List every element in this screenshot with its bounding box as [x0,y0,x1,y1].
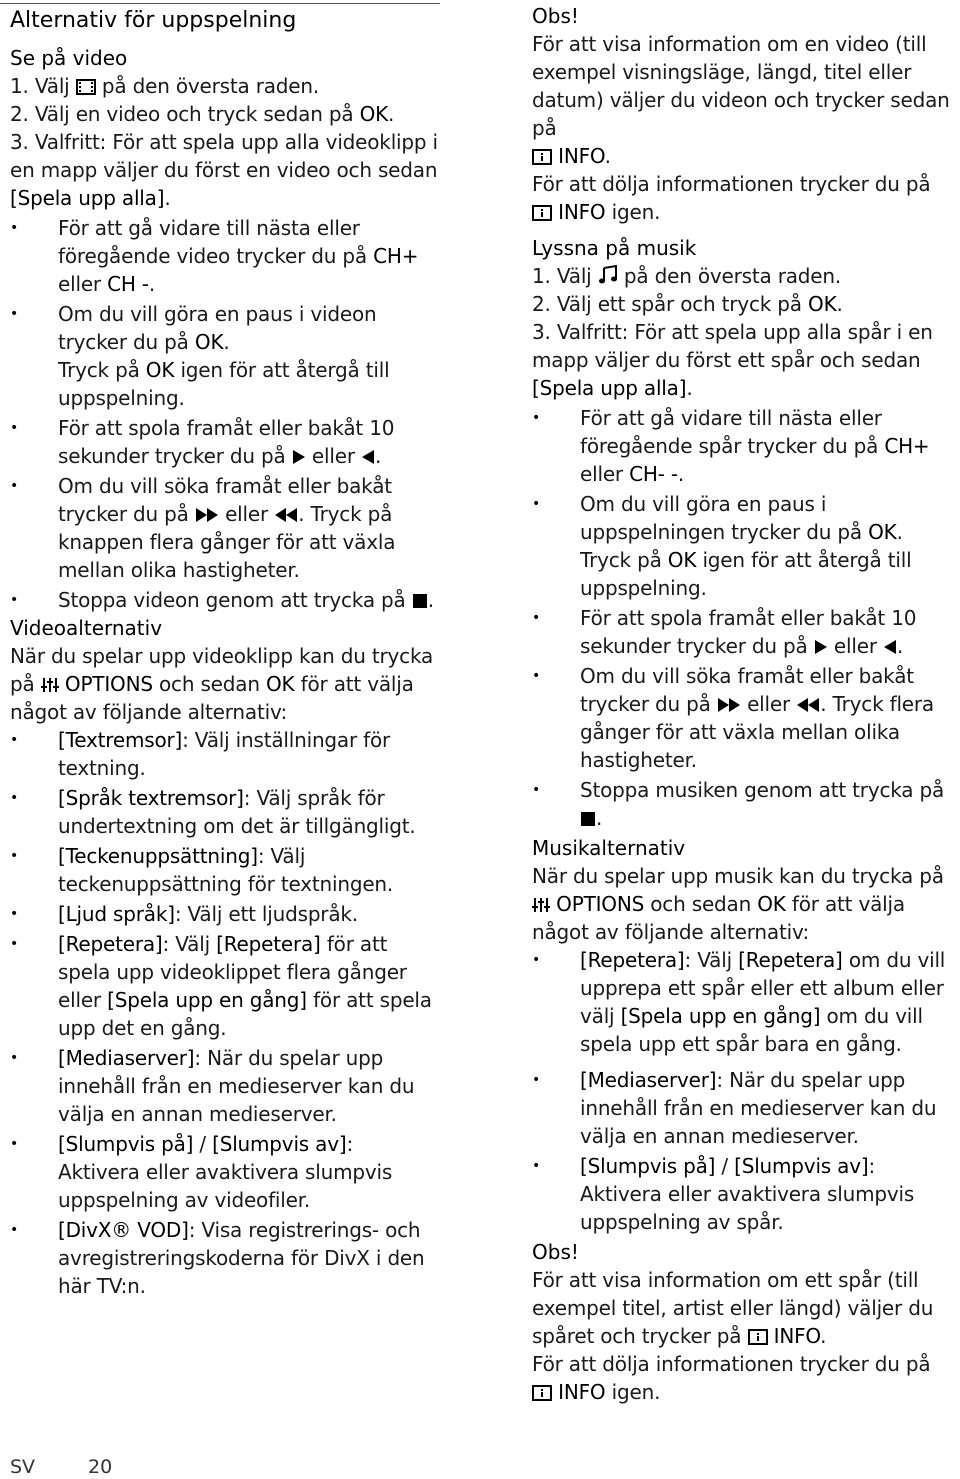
list-item: • [Textremsor]: Välj inställningar för textning. [10,726,440,782]
list-item: • [Slumpvis på] / [Slumpvis av]: Aktivera eller avaktivera slumpvis uppspelning av spår. [532,1152,958,1236]
footer-page-number: 20 [88,1456,113,1478]
list-item: • För att spola framåt eller bakåt 10 sekunder trycker du på eller . [10,414,440,470]
list-item: • Om du vill göra en paus i uppspelningen trycker du på OK. Tryck på OK igen för att återgå till uppspelning. [532,490,958,602]
play-icon [292,449,306,465]
list-item: • Om du vill söka framåt eller bakåt trycker du på eller . Tryck på knappen flera gånger för att växla mellan olika hastigheter. [10,472,440,584]
list-item: • [DivX® VOD]: Visa registrerings- och avregistreringskoderna för DivX i den här TV:n. [10,1216,440,1300]
options-icon [532,897,550,913]
music-step-1: 1. Välj på den översta raden. [532,264,842,288]
list-item: • Stoppa musiken genom att trycka på . [532,776,958,832]
video-step-1: 1. Välj på den översta raden. [10,74,320,98]
music-heading: Lyssna på musik [532,236,697,260]
stop-icon [580,811,596,827]
video-options-heading: Videoalternativ [10,616,163,640]
list-item: • Stoppa videon genom att trycka på . [10,586,440,614]
list-item: • [Språk textremsor]: Välj språk för undertextning om det är tillgängligt. [10,784,440,840]
note-text: För att visa information om en video (till exempel visningsläge, längd, titel eller datum) väljer du videon och trycker sedan på INFO. [532,32,950,168]
note-heading-2: Obs! [532,1240,579,1264]
info-icon [532,149,552,165]
note-text-3: För att visa information om ett spår (till exempel titel, artist eller längd) väljer du spåret och trycker på INFO. [532,1268,934,1348]
list-item: • [Teckenuppsättning]: Välj teckenuppsättning för textningen. [10,842,440,898]
info-icon [532,1385,552,1401]
list-item: • [Mediaserver]: När du spelar upp innehåll från en medieserver kan du välja en annan medieserver. [532,1066,958,1150]
music-step-2: 2. Välj ett spår och tryck på OK. [532,292,843,316]
left-column [10,0,440,1300]
rewind-icon [883,639,897,655]
list-item: • För att spola framåt eller bakåt 10 sekunder trycker du på eller . [532,604,958,660]
list-item: • [Repetera]: Välj [Repetera] om du vill upprepa ett spår eller ett album eller välj [Spela upp en gång] om du vill spela upp ett spår bara en gång. [532,946,958,1058]
fast-forward-icon [195,507,219,523]
video-icon [76,79,96,95]
fast-forward-icon [717,697,741,713]
page-footer [10,1455,112,1479]
rewind-icon [361,449,375,465]
list-item: • För att gå vidare till nästa eller föregående video trycker du på CH+ eller CH -. [10,214,440,298]
list-item: • För att gå vidare till nästa eller föregående spår trycker du på CH+ eller CH- -. [532,404,958,488]
stop-icon [412,593,428,609]
video-heading: Se på video [10,46,128,70]
list-item: • [Ljud språk]: Välj ett ljudspråk. [10,900,440,928]
note-heading: Obs! [532,4,579,28]
list-item: • [Mediaserver]: När du spelar upp innehåll från en medieserver kan du välja en annan medieserver. [10,1044,440,1128]
fast-rewind-icon [796,697,820,713]
music-options-heading: Musikalternativ [532,836,686,860]
fast-rewind-icon [274,507,298,523]
video-step-2: 2. Välj en video och tryck sedan på OK. [10,102,395,126]
music-options-intro: När du spelar upp musik kan du trycka på OPTIONS och sedan OK för att välja något av följande alternativ: [532,864,944,944]
info-icon [532,205,552,221]
footer-language: SV [10,1456,36,1478]
list-item: • Om du vill göra en paus i videon trycker du på OK. Tryck på OK igen för att återgå till uppspelning. [10,300,440,412]
note-text-2: För att dölja informationen trycker du på INFO igen. [532,172,931,224]
page-title: Alternativ för uppspelning [10,8,297,33]
right-column [532,0,958,1406]
music-step-3: 3. Valfritt: För att spela upp alla spår i en mapp väljer du först ett spår och sedan [Spela upp alla]. [532,320,933,400]
video-options-intro: När du spelar upp videoklipp kan du trycka på OPTIONS och sedan OK för att välja något av följande alternativ: [10,644,434,724]
list-item: • Om du vill söka framåt eller bakåt trycker du på eller . Tryck flera gånger för att växla mellan olika hastigheter. [532,662,958,774]
list-item: • [Repetera]: Välj [Repetera] för att spela upp videoklippet flera gånger eller [Spela upp en gång] för att spela upp det en gång. [10,930,440,1042]
list-item: • [Slumpvis på] / [Slumpvis av]: Aktivera eller avaktivera slumpvis uppspelning av videofiler. [10,1130,440,1214]
play-icon [814,639,828,655]
note-text-4: För att dölja informationen trycker du på INFO igen. [532,1352,931,1404]
video-step-3: 3. Valfritt: För att spela upp alla videoklipp i en mapp väljer du först en video och sedan [Spela upp alla]. [10,130,438,210]
info-icon [748,1329,768,1345]
music-icon [598,265,618,285]
options-icon [41,677,59,693]
